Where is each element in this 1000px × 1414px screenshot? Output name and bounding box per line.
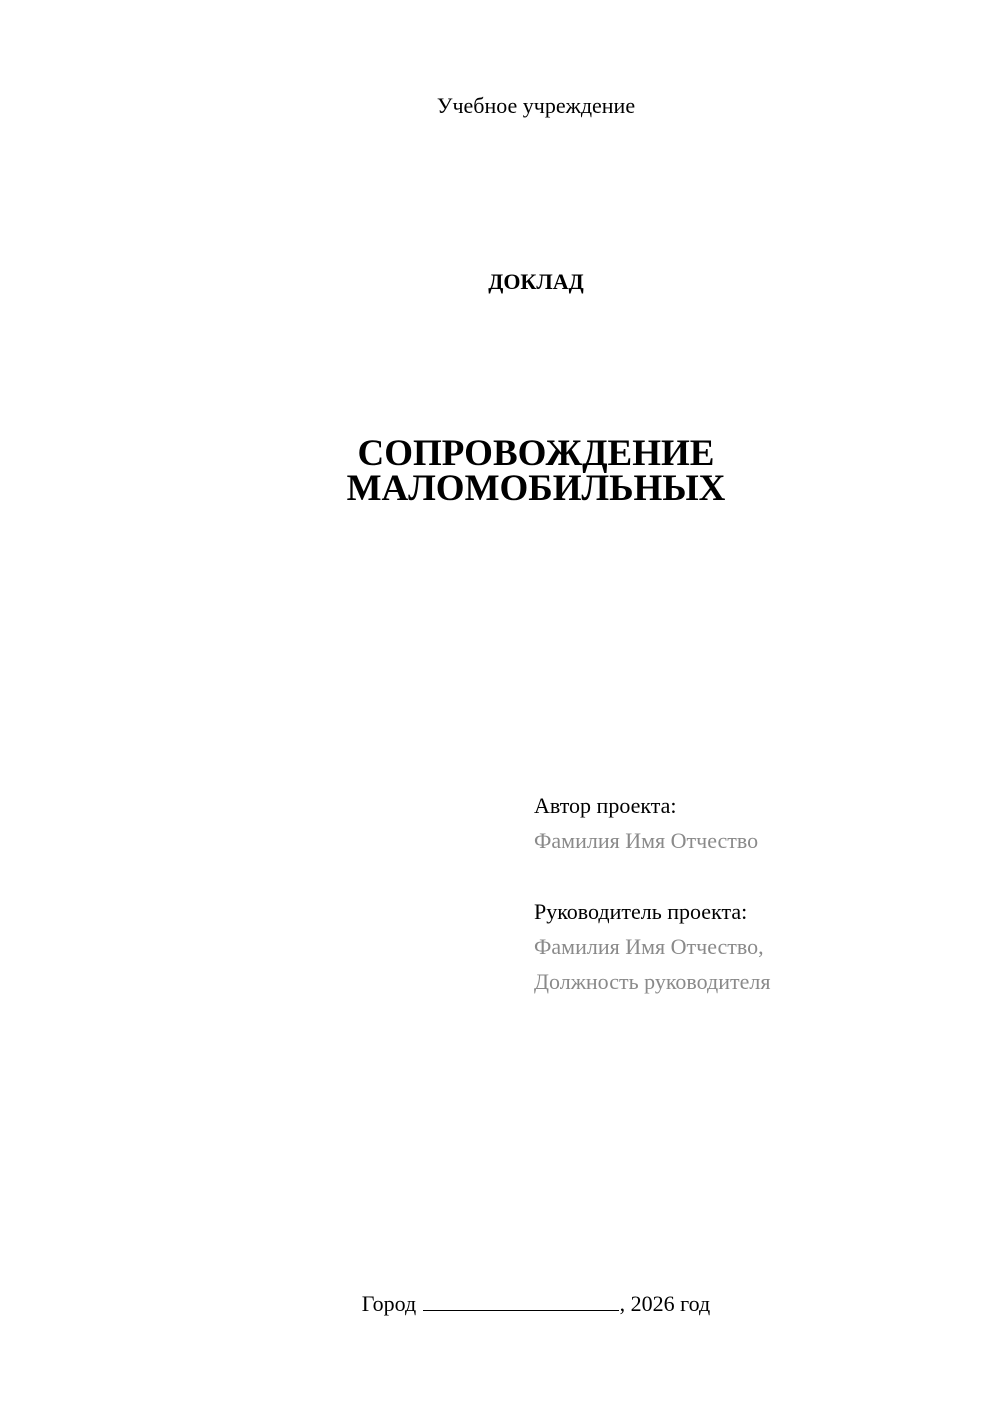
city-label: Город [361,1291,417,1316]
author-label: Автор проекта: [534,793,677,818]
supervisor-position: Должность руководителя [534,969,771,994]
document-title [0,433,1000,509]
city-blank-line [423,1290,619,1311]
author-name: Фамилия Имя Отчество [534,828,759,853]
document-title-line-2: МАЛОМОБИЛЬНЫХ [346,468,726,509]
institution-name: Учебное учреждение [436,93,636,118]
credits-spacer [534,858,974,894]
document-title-line-1: СОПРОВОЖДЕНИЕ [357,433,715,474]
credits-block [534,788,974,999]
footer-city-year [0,1290,1000,1318]
document-type: ДОКЛАД [488,269,584,294]
supervisor-name: Фамилия Имя Отчество, [534,934,764,959]
year-text: , 2026 год [619,1291,711,1316]
supervisor-label: Руководитель проекта: [534,899,748,924]
